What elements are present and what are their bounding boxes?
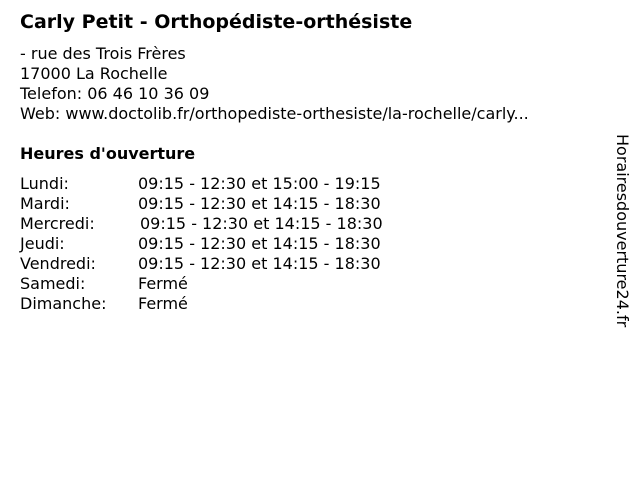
day-label: Lundi: [20,174,69,193]
website-line: Web: www.doctolib.fr/orthopediste-orthesiste/la-rochelle/carly... [20,104,529,123]
business-address [20,44,529,124]
opening-hours-heading: Heures d'ouverture [20,144,196,163]
time-value: 09:15 - 12:30 et 15:00 - 19:15 [138,174,381,193]
time-value: Fermé [138,274,188,293]
time-value: 09:15 - 12:30 et 14:15 - 18:30 [138,194,381,213]
day-label: Samedi: [20,274,86,293]
day-label: Mardi: [20,194,70,213]
time-value: 09:15 - 12:30 et 14:15 - 18:30 [140,214,383,233]
business-title: Carly Petit - Orthopédiste-orthésiste [20,11,413,33]
day-label: Dimanche: [20,294,107,313]
phone-line: Telefon: 06 46 10 36 09 [20,84,210,103]
street-line: - rue des Trois Frères [20,44,186,63]
day-label: Mercredi: [20,214,95,233]
time-value: Fermé [138,294,188,313]
time-value: 09:15 - 12:30 et 14:15 - 18:30 [138,234,381,253]
site-watermark: Horairesdouverture24.fr [613,134,632,328]
day-label: Jeudi: [20,234,65,253]
time-value: 09:15 - 12:30 et 14:15 - 18:30 [138,254,381,273]
city-line: 17000 La Rochelle [20,64,168,83]
day-label: Vendredi: [20,254,96,273]
